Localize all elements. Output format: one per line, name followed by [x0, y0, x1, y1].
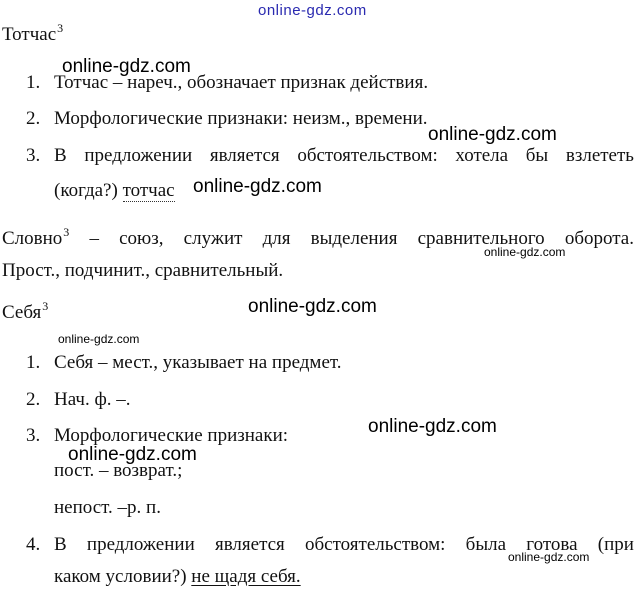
watermark-9: online-gdz.com	[508, 550, 590, 564]
heading-totchas-sup: 3	[57, 21, 64, 35]
text-prefix: (когда?)	[54, 180, 123, 201]
watermark-7: online-gdz.com	[368, 416, 497, 437]
heading-sebya-text: Себя	[2, 302, 42, 323]
word: служит	[183, 228, 243, 249]
word: готова	[526, 534, 578, 555]
word: бы	[525, 145, 549, 166]
word: –	[89, 228, 99, 249]
list-item-text: Морфологические признаки: неизм., времени.	[54, 108, 428, 129]
word: союз,	[119, 228, 164, 249]
list-number: 3.	[26, 425, 41, 446]
list-item-text: Морфологические признаки:	[54, 425, 289, 446]
word: обстоятельством:	[305, 534, 446, 555]
list-number: 2.	[26, 108, 41, 129]
word: обстоятельством:	[297, 145, 438, 166]
watermark-8: online-gdz.com	[68, 444, 197, 465]
watermark-2: online-gdz.com	[428, 124, 557, 145]
word: выделения	[310, 228, 398, 249]
watermark-top: online-gdz.com	[258, 2, 367, 19]
word: является	[214, 534, 285, 555]
list-item-text: Себя – мест., указывает на предмет.	[54, 352, 342, 373]
word: предложении	[86, 534, 195, 555]
word: оборота.	[564, 228, 634, 249]
list-number: 2.	[26, 389, 41, 410]
word: В	[54, 145, 67, 166]
word: для	[262, 228, 291, 249]
heading-totchas	[2, 21, 64, 47]
list-subitem-text: непост. –р. п.	[54, 497, 161, 518]
watermark-5: online-gdz.com	[248, 296, 377, 317]
heading-sebya	[2, 299, 49, 325]
word: взлететь	[565, 145, 634, 166]
list-number: 1.	[26, 352, 41, 373]
heading-sebya-sup: 3	[42, 299, 49, 313]
text-prefix: каком условии?)	[54, 566, 192, 587]
word: предложении	[84, 145, 193, 166]
heading-slovno	[2, 225, 70, 251]
watermark-3: online-gdz.com	[193, 176, 322, 197]
list-item-text: Нач. ф. –.	[54, 389, 131, 410]
watermark-6: online-gdz.com	[58, 332, 140, 346]
list-item-text: Тотчас – нареч., обозначает признак действия.	[54, 72, 429, 93]
list-number: 3.	[26, 145, 41, 166]
list-subitem-text: пост. – возврат.;	[54, 460, 183, 481]
word: является	[209, 145, 280, 166]
underlined-word: тотчас	[122, 180, 175, 201]
list-item-text-cont	[54, 566, 301, 588]
word: хотела	[455, 145, 509, 166]
watermark-1: online-gdz.com	[62, 56, 191, 77]
list-item-text-cont	[54, 180, 175, 202]
word: была	[465, 534, 507, 555]
heading-slovno-text: Словно	[2, 228, 63, 249]
list-number: 4.	[26, 534, 41, 555]
heading-totchas-text: Тотчас	[2, 24, 57, 45]
word: (при	[597, 534, 634, 555]
heading-slovno-sup: 3	[63, 225, 70, 239]
word: В	[54, 534, 67, 555]
paragraph-slovno-line2: Прост., подчинит., сравнительный.	[2, 260, 284, 281]
underlined-phrase: не щадя себя.	[191, 566, 301, 587]
word: сравнительного	[417, 228, 545, 249]
list-number: 1.	[26, 72, 41, 93]
list-item-text-justified	[54, 145, 634, 167]
watermark-4: online-gdz.com	[484, 245, 566, 259]
